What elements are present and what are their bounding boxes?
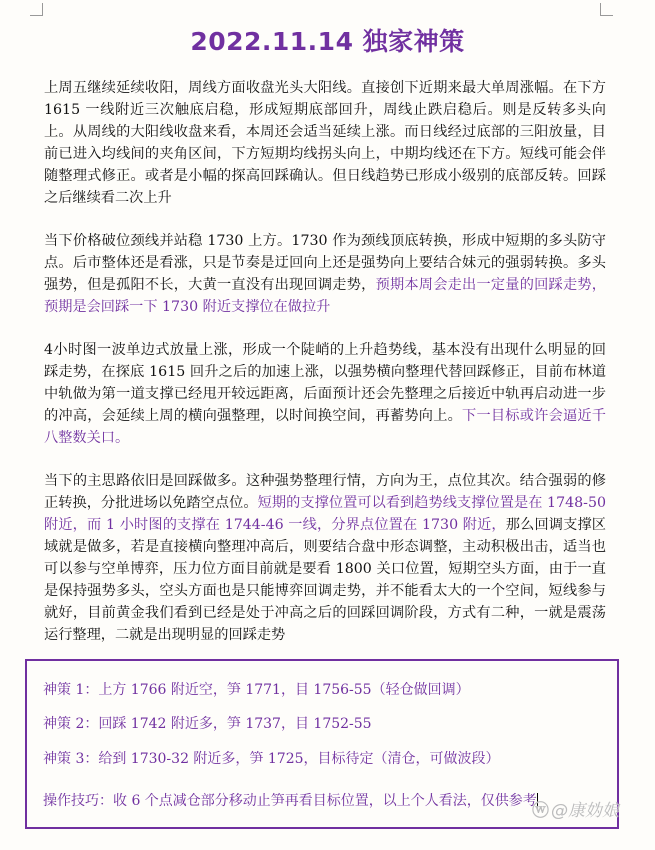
page-title: 2022.11.14 独家神策: [190, 27, 465, 56]
paragraph-text: 当下的主思路依旧是回踩做多。这种强势整理行情，方向为王，点位其次。结合强弱的修正转换，分批进场以免踏空点位。: [44, 473, 606, 511]
paragraph-text: 4小时图一波单边式放量上涨，形成一个陡峭的上升趋势线，基本没有出现什么明显的回踩走势，在探底 1615 回升之后的加速上涨，以强势横向整理代替回踩修正，目前布林道中轨做为第一道支撑已经甩开较远距离，后面预计还会先整理之后接近中轨再启动进一步的冲高，会延续上周的横向强整理，以时间换空间，再蓄势向上。: [44, 342, 606, 424]
paragraph-4h-chart: [44, 339, 606, 449]
strategy-1: 神策 1：上方 1766 附近空，笋 1771，目 1756-55（轻仓做回调）: [43, 682, 470, 698]
page-corner-mark-left: [30, 3, 43, 16]
weibo-logo-icon: ⓦ: [532, 801, 549, 821]
paragraph-main-strategy: [44, 470, 606, 646]
operation-tip-text: 操作技巧：收 6 个点减仓部分移动止笋再看目标位置，以上个人看法，仅供参考: [43, 793, 537, 809]
paragraph-text: 当下价格破位颈线并站稳 1730 上方。1730 作为颈线顶底转换，形成中短期的多头防守点。后市整体还是看涨，只是节奏是迂回向上还是强势向上要结合妹元的强弱转换。多头强势，但是孤阳不长，大黄一直没有出现回调走势，: [44, 233, 606, 293]
paragraph-highlight: 下一目标或许会逼近千八整数关口。: [44, 408, 606, 446]
page-corner-mark-right: [600, 3, 613, 16]
article-body: [44, 77, 606, 667]
watermark-text: @康妫娘: [551, 801, 619, 821]
paragraph-price-neckline: [44, 230, 606, 318]
paragraph-highlight: 预期本周会走出一定量的回踩走势，预期是会回踩一下 1730 附近支撑位在做拉升: [44, 277, 606, 315]
paragraph-highlight: 短期的支撑位置可以看到趋势线支撑位置是在 1748-50 附近，而 1 小时图的支撑在 1744-46 一线，分界点位置在 1730 附近，: [44, 495, 606, 533]
operation-tip[interactable]: [43, 790, 605, 812]
watermark: [532, 796, 619, 821]
paragraph-text: 那么回调支撑区域就是做多，若是直接横向整理冲高后，则要结合盘中形态调整，主动积极出击，适当也可以参与空单博弈，压力位方面目前就是要看 1800 关口位置，短期空头方面，由于一直是保持强势多头，空头方面也是只能博弈回调走势，并不能看太大的一个空间，短线参与就好，目前黄金我们看到已经是处于冲高之后的回踩回调阶段，方式有二种，一就是震荡运行整理，二就是出现明显的回踩走势: [44, 517, 606, 643]
strategy-2: 神策 2：回踩 1742 附近多，笋 1737，目 1752-55: [43, 716, 372, 732]
strategy-3: 神策 3：给到 1730-32 附近多，笋 1725，目标待定（清仓，可做波段）: [43, 751, 500, 767]
paragraph-text: 上周五继续延续收阳，周线方面收盘光头大阳线。直接创下近期来最大单周涨幅。在下方 1615 一线附近三次触底启稳，形成短期底部回升，周线止跌启稳后。则是反转多头向上。从周线的大阳线收盘来看，本周还会适当延续上涨。而日线经过底部的三阳放量，目前已进入均线间的夹角区间，下方短期均线拐头向上，中期均线还在下方。短线可能会伴随整理式修正。或者是小幅的探高回踩确认。但日线趋势已形成小级别的底部反转。回踩之后继续看二次上升: [44, 80, 606, 206]
paragraph-weekly-analysis: [44, 77, 606, 209]
